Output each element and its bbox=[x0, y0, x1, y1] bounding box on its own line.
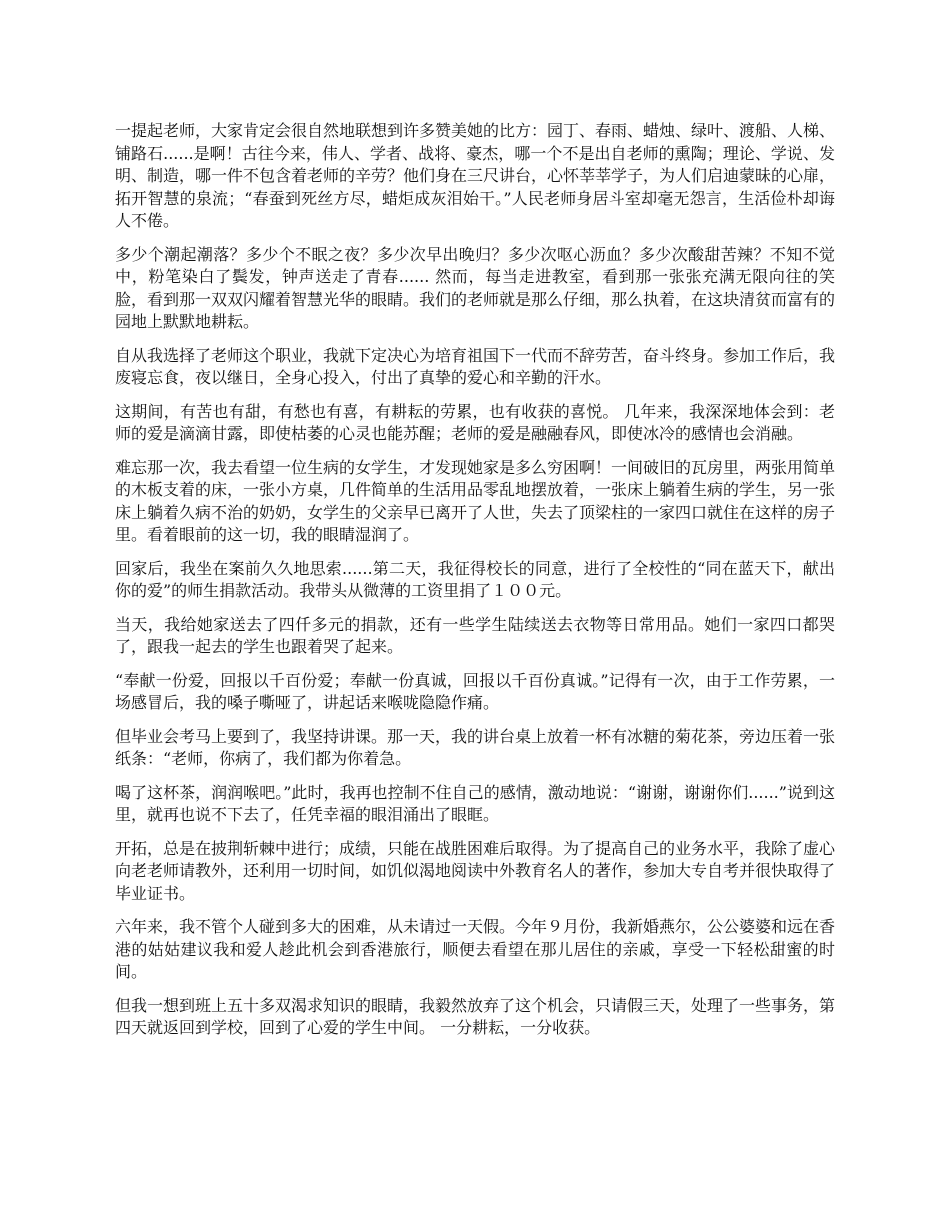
paragraph-3: 自从我选择了老师这个职业，我就下定决心为培育祖国下一代而不辞劳苦，奋斗终身。参加工作后，我废寝忘食，夜以继日，全身心投入，付出了真挚的爱心和辛勤的汗水。 bbox=[115, 345, 836, 387]
paragraph-13: 但我一想到班上五十多双渴求知识的眼睛，我毅然放弃了这个机会，只请假三天，处理了一些事务，第四天就返回到学校，回到了心爱的学生中间。 一分耕耘，一分收获。 bbox=[115, 995, 836, 1037]
paragraph-10: 喝了这杯茶，润润喉吧。”此时，我再也控制不住自己的感情，激动地说：“谢谢，谢谢你们......”说到这里，就再也说不下去了，任凭幸福的眼泪涌出了眼眶。 bbox=[115, 782, 835, 824]
paragraph-9: 但毕业会考马上要到了，我坚持讲课。那一天，我的讲台桌上放着一杯有冰糖的菊花茶，旁边压着一张纸条：“老师，你病了，我们都为你着急。 bbox=[115, 726, 836, 768]
paragraph-7: 当天，我给她家送去了四仟多元的捐款，还有一些学生陆续送去衣物等日常用品。她们一家四口都哭了，跟我一起去的学生也跟着哭了起来。 bbox=[115, 614, 835, 656]
paragraph-6: 回家后，我坐在案前久久地思索......第二天，我征得校长的同意，进行了全校性的“同在蓝天下，献出你的爱”的师生捐款活动。我带头从微薄的工资里捐了１００元。 bbox=[115, 558, 835, 600]
paragraph-4: 这期间，有苦也有甜，有愁也有喜，有耕耘的劳累，也有收获的喜悦。 几年来，我深深地体会到：老师的爱是滴滴甘露，即使枯萎的心灵也能苏醒；老师的爱是融融春风，即使冰冷的感情也会消融。 bbox=[115, 401, 835, 443]
paragraph-11: 开拓，总是在披荆斩棘中进行；成绩，只能在战胜困难后取得。为了提高自己的业务水平，我除了虚心向老老师请教外，还利用一切时间，如饥似渴地阅读中外教育名人的著作，参加大专自考并很快取得了毕业证书。 bbox=[115, 838, 836, 903]
paragraph-1: 一提起老师，大家肯定会很自然地联想到许多赞美她的比方：园丁、春雨、蜡烛、绿叶、渡船、人梯、铺路石......是啊！古往今来，伟人、学者、战将、豪杰，哪一个不是出自老师的熏陶；理论、学说、发明、制造，哪一件不包含着老师的辛劳？他们身在三尺讲台，心怀莘莘学子，为人们启迪蒙昧的心扉，拓开智慧的泉流；“春蚕到死丝方尽，蜡炬成灰泪始干。”人民老师身居斗室却毫无怨言，生活俭朴却诲人不倦。 bbox=[115, 121, 836, 230]
document-body bbox=[115, 120, 835, 1051]
paragraph-8: “奉献一份爱，回报以千百份爱；奉献一份真诚，回报以千百份真诚。”记得有一次，由于工作劳累，一场感冒后，我的嗓子嘶哑了，讲起话来喉咙隐隐作痛。 bbox=[115, 670, 835, 712]
paragraph-12: 六年来，我不管个人碰到多大的困难，从未请过一天假。今年９月份，我新婚燕尔，公公婆婆和远在香港的姑姑建议我和爱人趁此机会到香港旅行，顺便去看望在那儿居住的亲戚，享受一下轻松甜蜜的时间。 bbox=[115, 917, 836, 981]
paragraph-2: 多少个潮起潮落？多少个不眠之夜？多少次早出晚归？多少次呕心沥血？多少次酸甜苦辣？不知不觉中，粉笔染白了鬓发，钟声送走了青春...... 然而，每当走进教室，看到那一张张充满无限向往的笑脸，看到那一双双闪耀着智慧光华的眼睛。我们的老师就是那么仔细，那么执着，在这块清贫而富有的园地上默默地耕耘。 bbox=[115, 244, 836, 331]
paragraph-5: 难忘那一次，我去看望一位生病的女学生，才发现她家是多么穷困啊！一间破旧的瓦房里，两张用简单的木板支着的床，一张小方桌，几件简单的生活用品零乱地摆放着，一张床上躺着生病的学生，另一张床上躺着久病不治的奶奶，女学生的父亲早已离开了人世，失去了顶梁柱的一家四口就住在这样的房子里。看着眼前的这一切，我的眼睛湿润了。 bbox=[115, 457, 836, 544]
